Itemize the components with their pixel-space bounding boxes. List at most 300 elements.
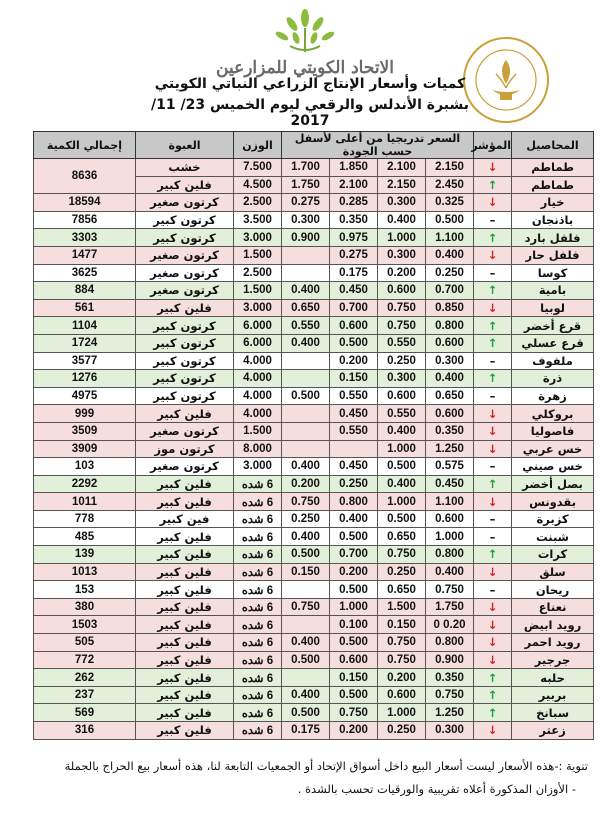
indicator-cell [474,264,512,282]
weight-cell: 6 شده [234,704,282,722]
total-quantity-cell: 18594 [34,194,136,212]
price-2-cell: 0.550 [378,405,426,423]
pack-cell: كرتون كبير [136,211,234,229]
price-4-cell: 0.250 [282,510,330,528]
arrow-up-icon: ↑ [487,230,498,245]
price-2-cell: 2.100 [378,159,426,177]
price-3-cell: 0.800 [330,493,378,511]
table-row [34,581,594,599]
indicator-cell [474,510,512,528]
pack-cell: فلين كبير [136,581,234,599]
table-row [34,194,594,212]
report-title: كميات وأسعار الإنتاج الزراعي النباتي الكويتي [154,76,466,92]
price-3-cell: 0.975 [330,229,378,247]
price-4-cell [282,422,330,440]
pack-cell: فلين كبير [136,598,234,616]
price-3-cell: 0.100 [330,616,378,634]
pack-cell: فلين كبير [136,722,234,740]
price-1-cell: 0.325 [426,194,474,212]
indicator-cell [474,616,512,634]
price-3-cell: 0.150 [330,669,378,687]
price-4-cell: 0.400 [282,334,330,352]
pack-cell: فلين كبير [136,669,234,687]
price-3-cell: 0.150 [330,370,378,388]
price-4-cell [282,669,330,687]
col-pack-header: العبوة [136,132,234,159]
pack-cell: فلين كبير [136,651,234,669]
table-row [34,616,594,634]
pack-cell: فلين كبير [136,528,234,546]
price-4-cell [282,246,330,264]
indicator-cell [474,352,512,370]
table-row [34,546,594,564]
table-row [34,634,594,652]
price-3-cell: 0.750 [330,704,378,722]
price-1-cell: 0.450 [426,475,474,493]
price-4-cell: 0.750 [282,493,330,511]
crop-cell: شبنت [512,528,594,546]
indicator-cell [474,581,512,599]
crop-cell: رويد احمر [512,634,594,652]
price-4-cell: 0.275 [282,194,330,212]
price-2-cell: 1.000 [378,440,426,458]
table-row [34,387,594,405]
price-4-cell: 0.750 [282,598,330,616]
arrow-up-icon: ↑ [487,177,498,192]
price-1-cell: 1.750 [426,598,474,616]
weight-cell: 7.500 [234,159,282,177]
price-4-cell: 0.550 [282,317,330,335]
crop-cell: فلفل حار [512,246,594,264]
price-4-cell [282,405,330,423]
indicator-cell [474,229,512,247]
price-4-cell: 0.500 [282,651,330,669]
pack-cell: كرتون كبير [136,387,234,405]
weight-cell: 4.500 [234,176,282,194]
crop-cell: سلق [512,563,594,581]
indicator-cell [474,159,512,177]
price-1-cell: 0.600 [426,334,474,352]
total-quantity-cell: 380 [34,598,136,616]
price-4-cell: 0.500 [282,387,330,405]
price-3-cell: 0.500 [330,334,378,352]
table-row [34,334,594,352]
indicator-cell [474,405,512,423]
price-2-cell: 0.300 [378,370,426,388]
weight-cell: 6 شده [234,493,282,511]
total-quantity-cell: 237 [34,686,136,704]
price-1-cell: 1.250 [426,440,474,458]
price-1-cell: 0.750 [426,686,474,704]
price-3-cell: 0.450 [330,405,378,423]
table-row [34,229,594,247]
price-4-cell: 0.150 [282,563,330,581]
price-2-cell: 0.300 [378,246,426,264]
price-3-cell: 0.700 [330,299,378,317]
arrow-down-icon: ↓ [487,635,498,650]
weight-cell: 1.500 [234,422,282,440]
price-2-cell: 0.750 [378,546,426,564]
price-3-cell: 0.500 [330,528,378,546]
total-quantity-cell: 4975 [34,387,136,405]
total-quantity-cell: 1477 [34,246,136,264]
weight-cell: 2.500 [234,264,282,282]
pack-cell: كرتون كبير [136,334,234,352]
weight-cell: 4.000 [234,387,282,405]
price-4-cell: 0.300 [282,211,330,229]
table-row [34,352,594,370]
total-quantity-cell: 772 [34,651,136,669]
price-1-cell: 0.20 0 [426,616,474,634]
document-header [0,0,600,129]
arrow-down-icon: ↓ [487,248,498,263]
price-3-cell: 0.350 [330,211,378,229]
crop-cell: طماطم [512,159,594,177]
weight-cell: 6 شده [234,546,282,564]
price-2-cell: 2.150 [378,176,426,194]
dash-icon: – [489,529,496,544]
indicator-cell [474,546,512,564]
price-1-cell: 0.400 [426,563,474,581]
table-row [34,264,594,282]
total-quantity-cell: 884 [34,282,136,300]
table-row [34,475,594,493]
price-2-cell: 0.250 [378,722,426,740]
crop-cell: خيار [512,194,594,212]
crop-cell: فاصوليا [512,422,594,440]
price-1-cell: 0.600 [426,510,474,528]
col-total-header: إجمالي الكمية [34,132,136,159]
price-1-cell: 0.850 [426,299,474,317]
weight-cell: 6 شده [234,651,282,669]
indicator-cell [474,440,512,458]
table-row [34,370,594,388]
price-4-cell [282,370,330,388]
total-quantity-cell: 3577 [34,352,136,370]
pack-cell: كرتون صغير [136,282,234,300]
arrow-up-icon: ↑ [487,688,498,703]
weight-cell: 3.000 [234,229,282,247]
pack-cell: فلين كبير [136,704,234,722]
total-quantity-cell: 3509 [34,422,136,440]
total-quantity-cell: 569 [34,704,136,722]
weight-cell: 2.500 [234,194,282,212]
price-2-cell: 1.500 [378,598,426,616]
indicator-cell [474,387,512,405]
indicator-cell [474,282,512,300]
price-2-cell: 0.500 [378,458,426,476]
weight-cell: 6 شده [234,581,282,599]
price-1-cell: 0.650 [426,387,474,405]
weight-cell: 3.000 [234,299,282,317]
weight-cell: 4.000 [234,352,282,370]
price-1-cell: 0.800 [426,546,474,564]
price-2-cell: 0.600 [378,282,426,300]
total-quantity-cell: 1104 [34,317,136,335]
table-row [34,159,594,177]
price-3-cell: 0.275 [330,246,378,264]
price-2-cell: 0.250 [378,352,426,370]
price-4-cell: 1.700 [282,159,330,177]
crop-cell: رويد ابيض [512,616,594,634]
price-1-cell: 0.800 [426,634,474,652]
pack-cell: كرتون صغير [136,422,234,440]
price-1-cell: 0.250 [426,264,474,282]
table-row [34,651,594,669]
pack-cell: كرتون كبير [136,229,234,247]
arrow-up-icon: ↑ [487,318,498,333]
price-1-cell: 0.350 [426,422,474,440]
indicator-cell [474,194,512,212]
table-row [34,528,594,546]
total-quantity-cell: 1724 [34,334,136,352]
table-row [34,458,594,476]
indicator-cell [474,651,512,669]
pack-cell: فلين كبير [136,563,234,581]
price-2-cell: 0.200 [378,669,426,687]
price-1-cell: 0.300 [426,722,474,740]
arrow-up-icon: ↑ [487,670,498,685]
table-row [34,510,594,528]
total-quantity-cell: 485 [34,528,136,546]
price-3-cell: 0.700 [330,546,378,564]
col-indicator-header: المؤشر [474,132,512,159]
price-4-cell: 0.500 [282,704,330,722]
crop-cell: زهرة [512,387,594,405]
dash-icon: – [489,582,496,597]
weight-cell: 6 شده [234,634,282,652]
weight-cell: 1.500 [234,246,282,264]
col-weight-header: الوزن [234,132,282,159]
weights-note: - الأوزان المذكورة أعلاه تقريبية والورقيات تحسب بالشدة . [297,782,576,796]
crop-cell: لوبيا [512,299,594,317]
price-3-cell: 1.000 [330,598,378,616]
table-row [34,211,594,229]
price-4-cell [282,264,330,282]
crop-cell: خس عربي [512,440,594,458]
dash-icon: – [489,265,496,280]
dash-icon: – [489,389,496,404]
arrow-down-icon: ↓ [487,723,498,738]
price-2-cell: 0.750 [378,317,426,335]
indicator-cell [474,686,512,704]
price-2-cell: 0.600 [378,387,426,405]
dash-icon: – [489,459,496,474]
weight-cell: 6.000 [234,317,282,335]
price-3-cell: 0.450 [330,458,378,476]
weight-cell: 6 شده [234,563,282,581]
crop-cell: بقدونس [512,493,594,511]
price-4-cell: 0.500 [282,546,330,564]
weight-cell: 6 شده [234,616,282,634]
price-2-cell: 0.400 [378,211,426,229]
total-quantity-cell: 2292 [34,475,136,493]
price-3-cell: 0.600 [330,651,378,669]
crop-cell: ملفوف [512,352,594,370]
indicator-cell [474,370,512,388]
price-1-cell: 2.150 [426,159,474,177]
arrow-down-icon: ↓ [487,564,498,579]
pack-cell: فلين كبير [136,493,234,511]
dash-icon: – [489,512,496,527]
weight-cell: 4.000 [234,405,282,423]
indicator-cell [474,422,512,440]
arrow-up-icon: ↑ [487,283,498,298]
price-1-cell: 0.900 [426,651,474,669]
indicator-cell [474,528,512,546]
price-3-cell: 1.850 [330,159,378,177]
price-3-cell: 2.100 [330,176,378,194]
arrow-down-icon: ↓ [487,301,498,316]
pack-cell: كرتون موز [136,440,234,458]
price-2-cell: 0.200 [378,264,426,282]
price-4-cell [282,352,330,370]
arrow-down-icon: ↓ [487,424,498,439]
price-2-cell: 1.000 [378,229,426,247]
crop-cell: كرات [512,546,594,564]
table-row [34,686,594,704]
price-table-body [34,159,594,740]
crop-cell: بروكلي [512,405,594,423]
pack-cell: فلين كبير [136,299,234,317]
total-quantity-cell: 3625 [34,264,136,282]
arrow-down-icon: ↓ [487,441,498,456]
pack-cell: كرتون كبير [136,370,234,388]
price-4-cell: 1.750 [282,176,330,194]
org-name: الاتحاد الكويتي للمزارعين [216,58,394,78]
crop-cell: بصل أخضر [512,475,594,493]
weight-cell: 6 شده [234,722,282,740]
weight-cell: 4.000 [234,370,282,388]
price-4-cell: 0.650 [282,299,330,317]
crop-cell: ذرة [512,370,594,388]
pack-cell: فلين كبير [136,616,234,634]
table-row [34,440,594,458]
table-row [34,422,594,440]
total-quantity-cell: 7856 [34,211,136,229]
price-4-cell: 0.175 [282,722,330,740]
price-1-cell: 2.450 [426,176,474,194]
price-2-cell: 0.400 [378,475,426,493]
weight-cell: 3.000 [234,458,282,476]
total-quantity-cell: 505 [34,634,136,652]
indicator-cell [474,493,512,511]
arrow-up-icon: ↑ [487,705,498,720]
price-1-cell: 0.300 [426,352,474,370]
price-2-cell: 1.000 [378,493,426,511]
indicator-cell [474,211,512,229]
crop-cell: قرع أخضر [512,317,594,335]
price-4-cell: 0.400 [282,458,330,476]
pack-cell: فلين كبير [136,176,234,194]
crop-cell: قرع عسلي [512,334,594,352]
indicator-cell [474,704,512,722]
price-1-cell: 1.250 [426,704,474,722]
price-3-cell: 0.250 [330,475,378,493]
price-2-cell: 0.500 [378,510,426,528]
dash-icon: – [489,353,496,368]
disclaimer-note: تنوية :-هذه الأسعار ليست أسعار البيع داخل أسواق الإتحاد أو الجمعيات التابعة لنا، هذه أسعار بيع الحراج بالجملة [64,759,588,773]
report-date-line: بشبرة الأندلس والرقعي ليوم الخميس 23/ 11/ 2017 [150,97,469,129]
price-3-cell: 0.550 [330,422,378,440]
price-4-cell [282,616,330,634]
arrow-down-icon: ↓ [487,600,498,615]
price-2-cell: 0.400 [378,422,426,440]
price-1-cell: 0.400 [426,370,474,388]
total-quantity-cell: 999 [34,405,136,423]
table-row [34,493,594,511]
price-4-cell: 0.900 [282,229,330,247]
price-1-cell: 1.100 [426,229,474,247]
table-row [34,246,594,264]
arrow-up-icon: ↑ [487,476,498,491]
total-quantity-cell: 1503 [34,616,136,634]
price-4-cell [282,440,330,458]
pack-cell: فين كبير [136,510,234,528]
price-1-cell: 0.400 [426,246,474,264]
pack-cell: خشب [136,159,234,177]
weight-cell: 6 شده [234,598,282,616]
pack-cell: كرتون كبير [136,352,234,370]
price-2-cell: 0.650 [378,581,426,599]
indicator-cell [474,475,512,493]
total-quantity-cell: 262 [34,669,136,687]
price-3-cell: 0.175 [330,264,378,282]
crop-cell: بربير [512,686,594,704]
price-3-cell: 0.600 [330,317,378,335]
indicator-cell [474,598,512,616]
table-header-row [34,132,594,159]
table-row [34,405,594,423]
indicator-cell [474,563,512,581]
price-2-cell: 0.150 [378,616,426,634]
pack-cell: فلين كبير [136,405,234,423]
weight-cell: 6 شده [234,669,282,687]
table-row [34,704,594,722]
total-quantity-cell: 1276 [34,370,136,388]
pack-cell: كرتون صغير [136,458,234,476]
price-3-cell: 0.450 [330,282,378,300]
price-2-cell: 1.000 [378,704,426,722]
price-3-cell: 0.200 [330,563,378,581]
arrow-down-icon: ↓ [487,160,498,175]
price-1-cell: 0.600 [426,405,474,423]
indicator-cell [474,176,512,194]
total-quantity-cell: 778 [34,510,136,528]
price-3-cell: 0.200 [330,352,378,370]
total-quantity-cell: 316 [34,722,136,740]
crop-cell: كزبرة [512,510,594,528]
price-2-cell: 0.600 [378,686,426,704]
price-3-cell: 0.500 [330,634,378,652]
price-4-cell: 0.400 [282,282,330,300]
indicator-cell [474,458,512,476]
dash-icon: – [489,213,496,228]
total-quantity-cell: 139 [34,546,136,564]
table-row [34,563,594,581]
crop-cell: باذنجان [512,211,594,229]
price-table [33,131,594,740]
price-1-cell: 0.350 [426,669,474,687]
price-4-cell: 0.400 [282,634,330,652]
price-1-cell: 0.750 [426,581,474,599]
leaf-ornament-icon [270,8,340,56]
table-row [34,299,594,317]
crop-cell: بامية [512,282,594,300]
total-quantity-cell: 8636 [34,159,136,194]
indicator-cell [474,634,512,652]
total-quantity-cell: 153 [34,581,136,599]
